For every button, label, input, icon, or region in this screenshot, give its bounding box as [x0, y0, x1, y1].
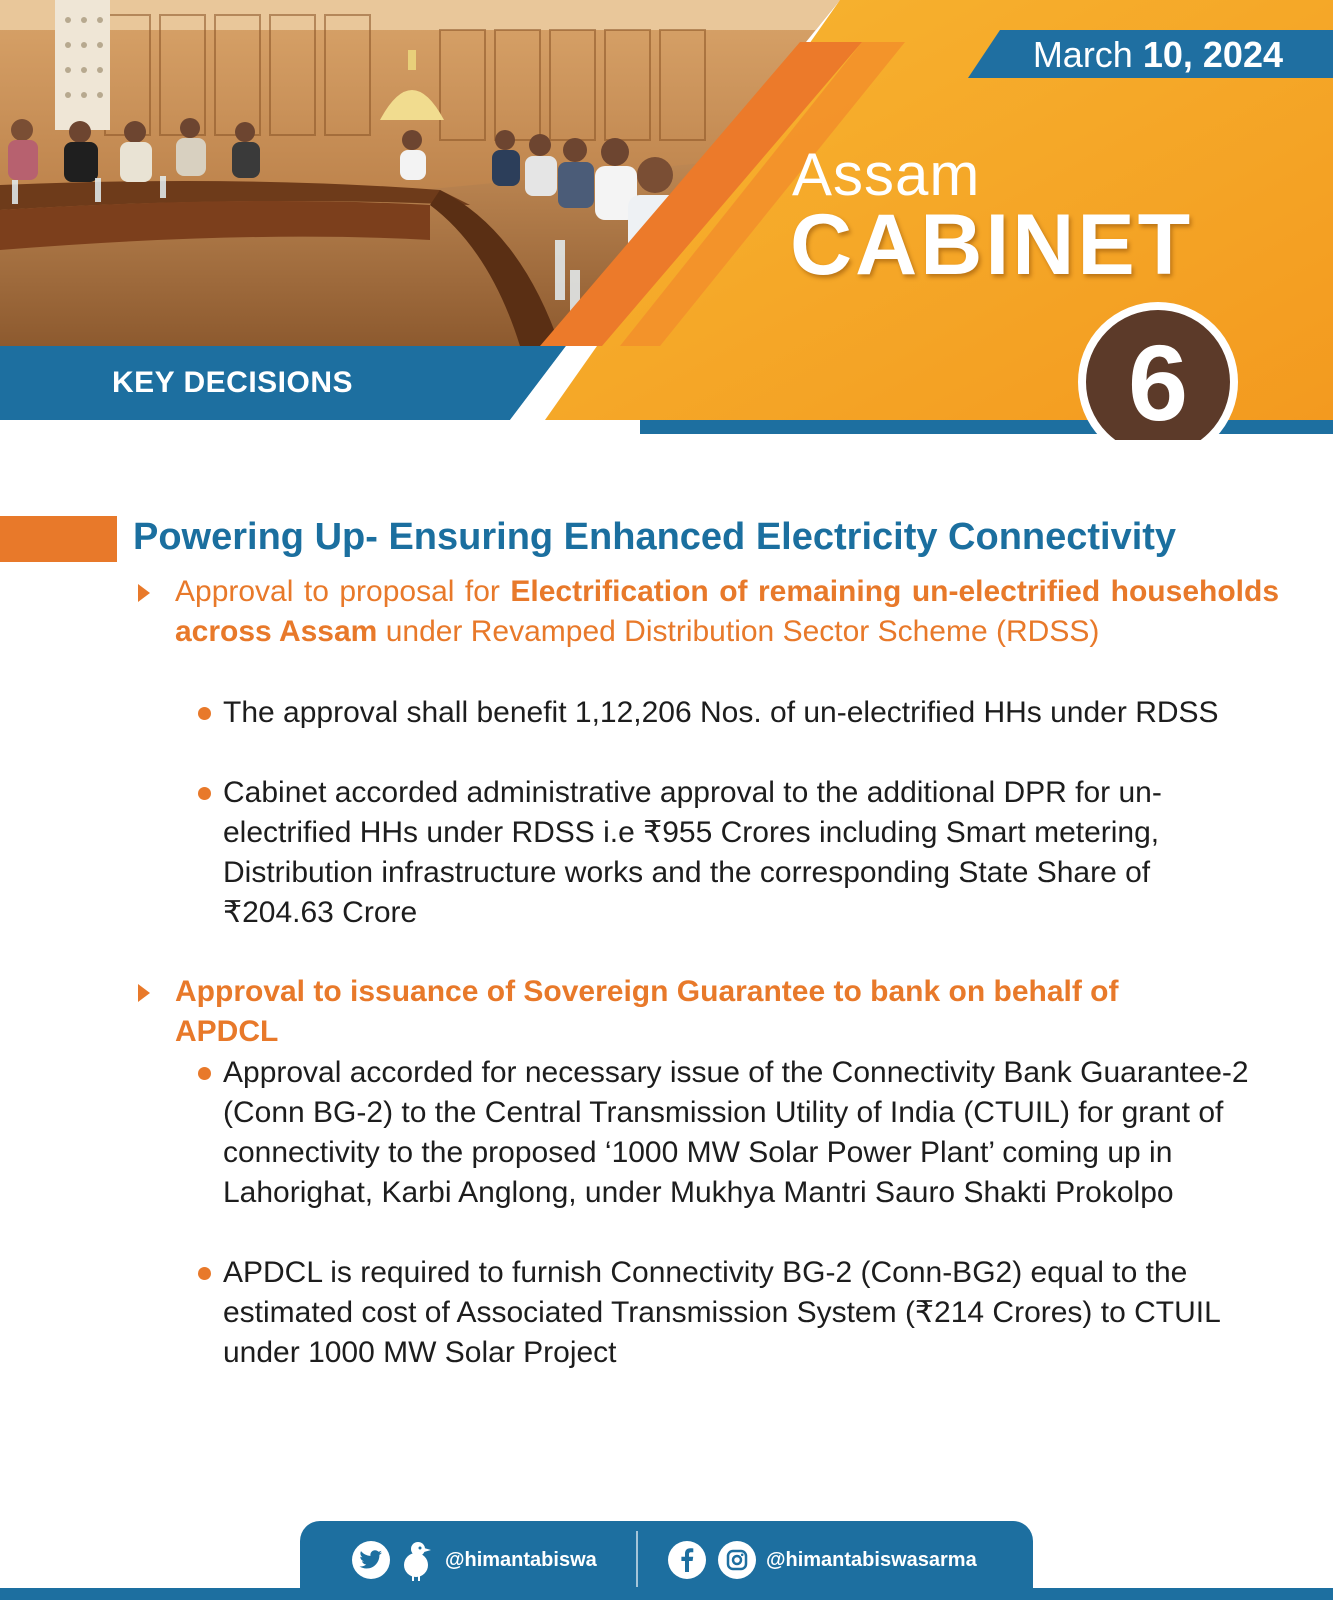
twitter-icon[interactable]: [352, 1541, 390, 1579]
bullet-dot-icon: [198, 1067, 211, 1080]
point-text: Approval accorded for necessary issue of the Connectivity Bank Guarantee-2 (Conn BG-2) to the Central Transmission Utility of India (CTUIL) for grant of connectivity to the proposed ‘1000 MW Solar Power Plant’ coming up in Lahorighat, Karbi Anglong, under Mukhya Mantri Sauro Shakti Prokolpo: [223, 1056, 1249, 1209]
section-title: Powering Up- Ensuring Enhanced Electricity Connectivity: [133, 516, 1177, 558]
date-ribbon: [970, 28, 1333, 80]
triangle-bullet-icon: [138, 584, 150, 602]
section-accent-bar: [0, 516, 117, 562]
koo-icon[interactable]: [400, 1535, 432, 1581]
point-text: APDCL is required to furnish Connectivity BG-2 (Conn-BG2) equal to the estimated cost of Associated Transmission System (₹214 Crores) to CTUIL under 1000 MW Solar Project: [223, 1256, 1220, 1369]
point-text: The approval shall benefit 1,12,206 Nos. of un-electrified HHs under RDSS: [223, 696, 1219, 729]
point-text: Cabinet accorded administrative approval to the additional DPR for un-electrified HHs under RDSS i.e ₹955 Crores including Smart metering, Distribution infrastructure works and the corresponding State Share of ₹204.63 Crore: [223, 776, 1162, 929]
bullet-dot-icon: [198, 787, 211, 800]
decision-number: 6: [1127, 322, 1189, 440]
social-footer: [300, 1521, 1033, 1600]
instagram-icon[interactable]: [718, 1541, 756, 1579]
bullet-dot-icon: [198, 1267, 211, 1280]
decision-title-scheme: under Revamped Distribution Sector Scheme (RDSS): [377, 615, 1100, 648]
facebook-icon[interactable]: [668, 1541, 706, 1579]
decision-title: [175, 572, 1279, 652]
meeting-date: [1033, 34, 1283, 76]
title-assam: Assam: [792, 141, 981, 208]
handle-left[interactable]: @himantabiswa: [445, 1549, 597, 1571]
footer-divider: [636, 1531, 638, 1587]
date-month: March: [1032, 34, 1133, 75]
decision-title: Approval to issuance of Sovereign Guarantee to bank on behalf of APDCL: [175, 975, 1119, 1048]
triangle-bullet-icon: [138, 984, 150, 1002]
key-decisions-label: KEY DECISIONS: [112, 366, 354, 399]
decision-title-intro: Approval to proposal for: [175, 575, 511, 608]
bullet-dot-icon: [198, 707, 211, 720]
date-day-year: 10, 2024: [1142, 34, 1283, 75]
decision-title-highlight: Electrification of remaining un-electrified households across Assam: [175, 575, 1279, 648]
handle-right[interactable]: @himantabiswasarma: [766, 1549, 977, 1571]
title-cabinet: CABINET: [790, 197, 1194, 293]
header-banner: [0, 0, 1333, 440]
